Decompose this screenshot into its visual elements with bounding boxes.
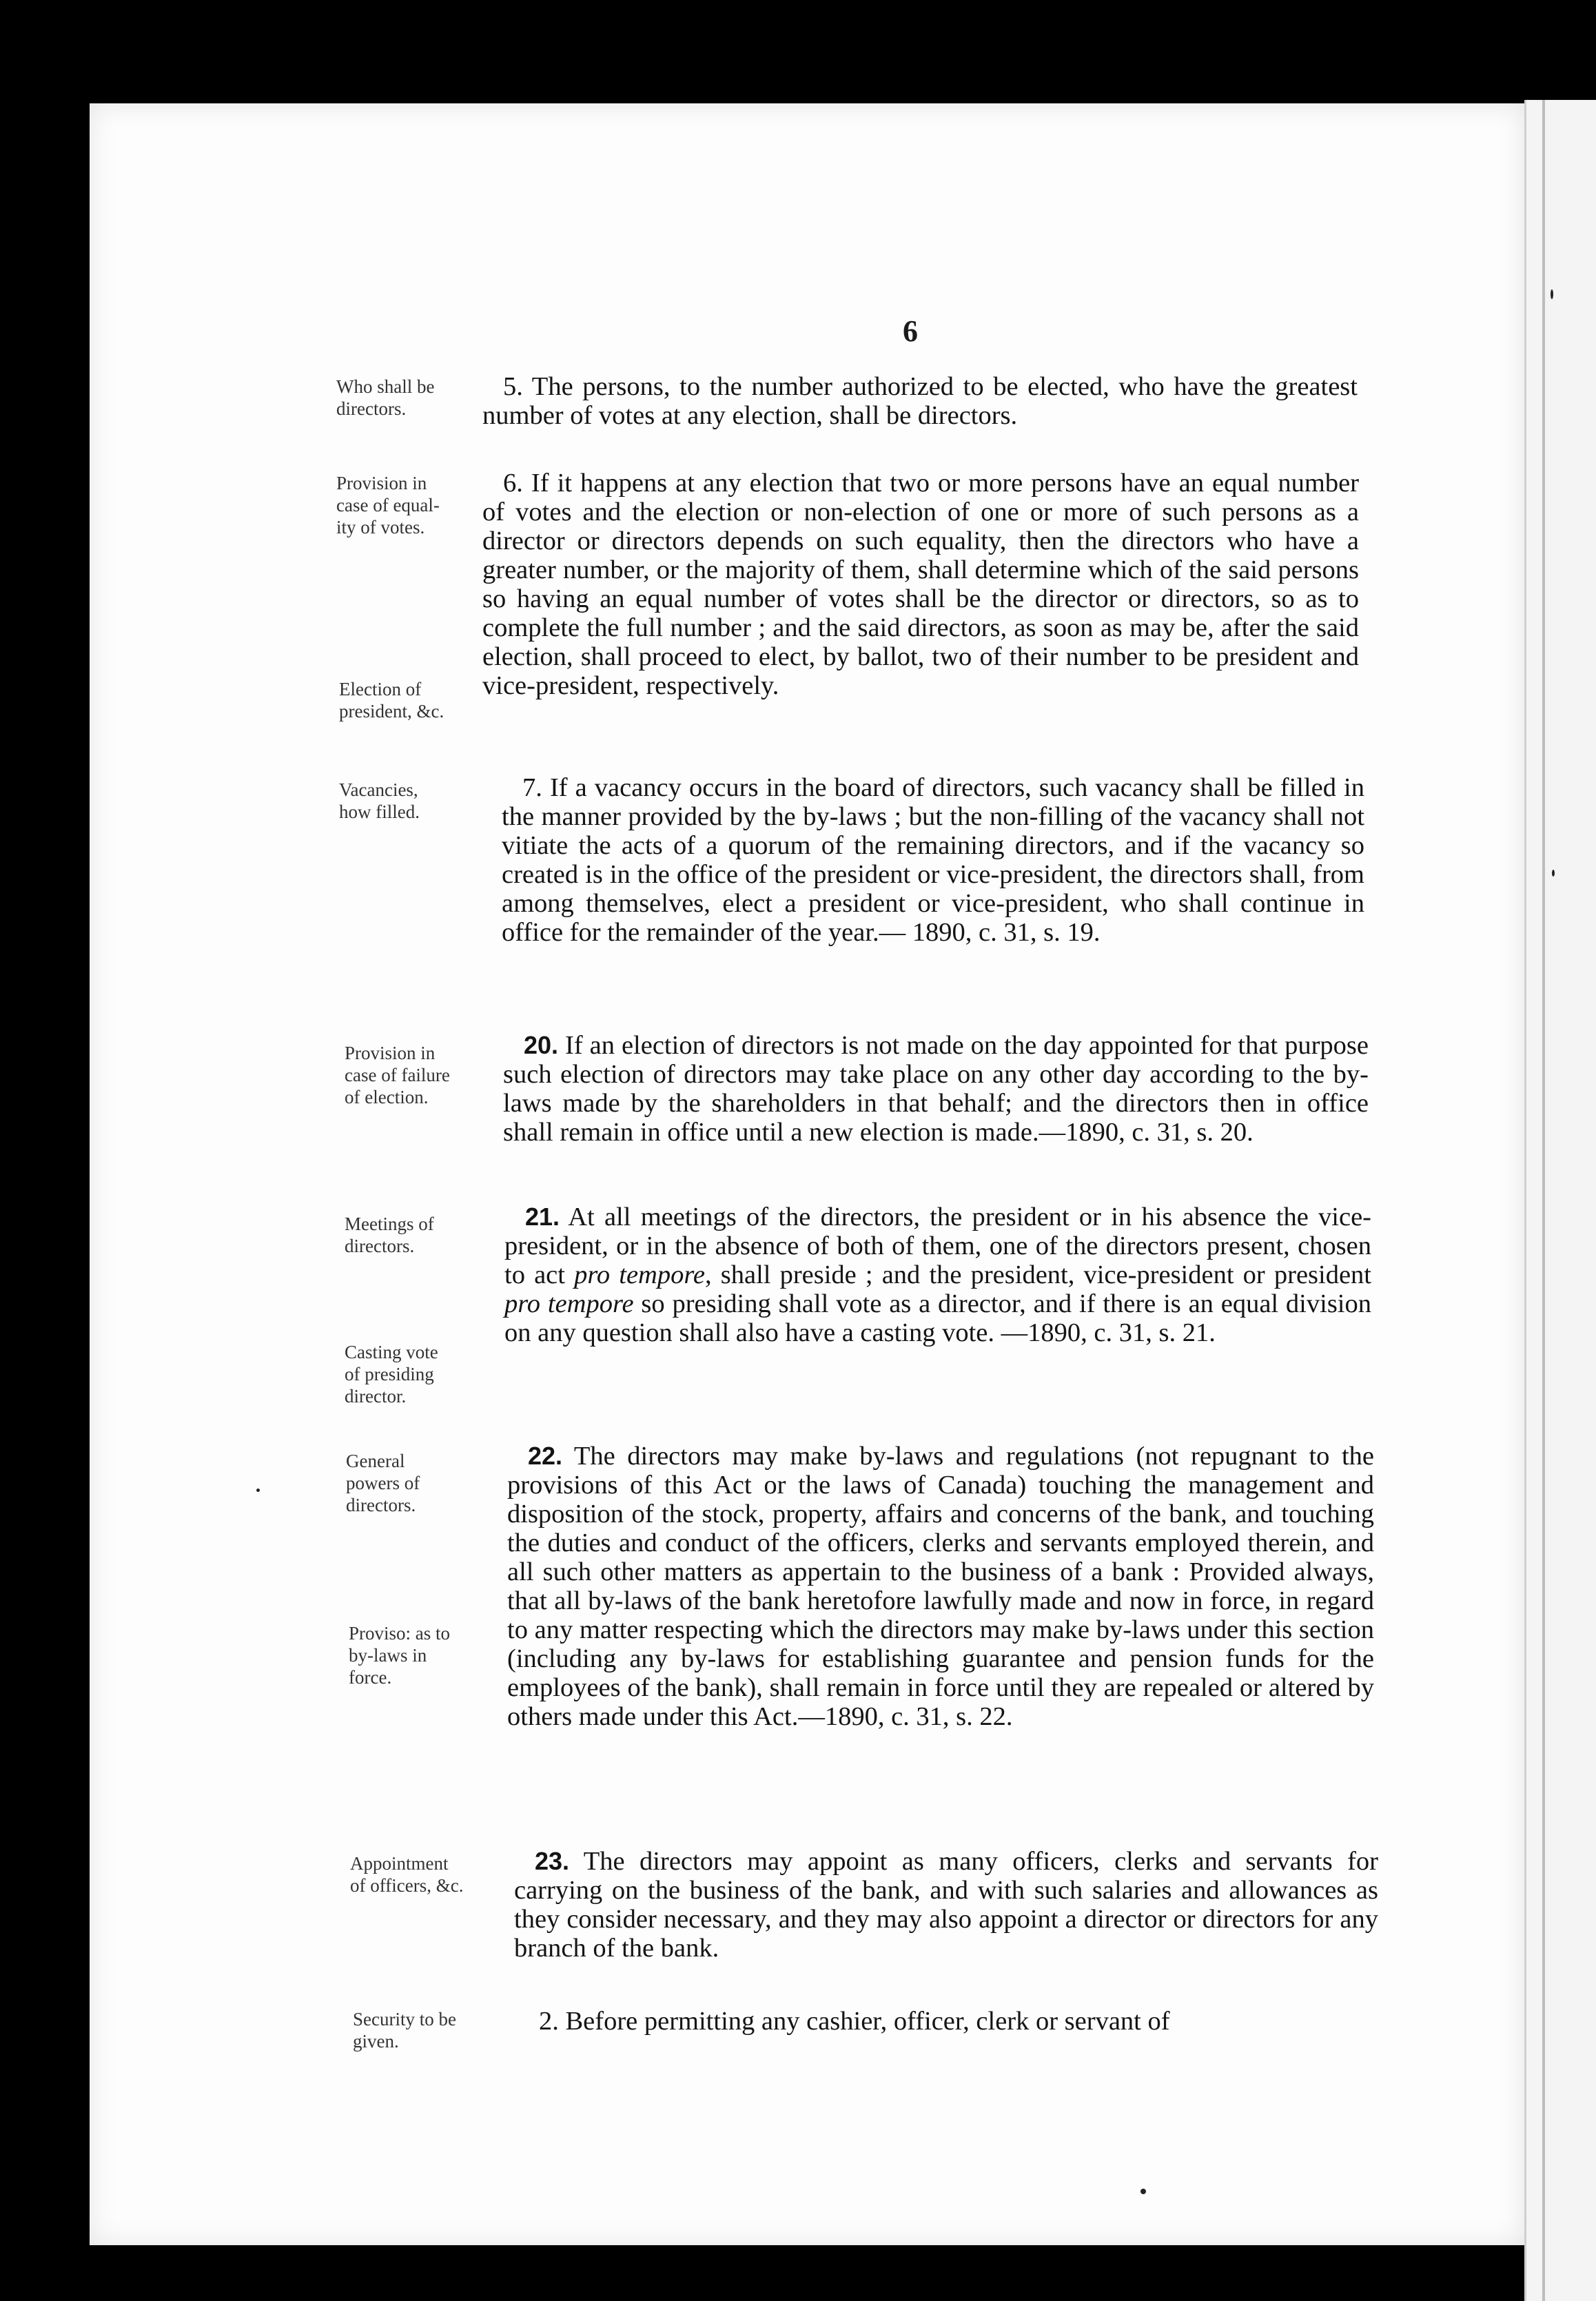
margin-note-security-to-be-given: Security to be given. <box>353 2009 456 2052</box>
paragraph-text: If an election of directors is not made on the day appointed for that purpose such election of directors may take place on any other day according to the by-laws made by the shareholders in that behalf; and the directors then in office shall remain in office until a new election is made.—1890, c. 31, s. 20. <box>503 1031 1369 1147</box>
paragraph-text: , shall preside ; and the president, vice-president or president <box>705 1260 1371 1289</box>
paragraph-number: 7. <box>522 773 542 802</box>
section-22 <box>507 1442 1374 1731</box>
paragraph-6 <box>482 469 1359 700</box>
section-23 <box>514 1847 1378 1963</box>
scan-speck <box>1140 2189 1146 2194</box>
paragraph-text: Before permitting any cashier, officer, clerk or servant of <box>565 2007 1170 2036</box>
adjacent-page-edge <box>1524 100 1596 2301</box>
subsection-2 <box>518 2007 1380 2036</box>
section-21 <box>504 1203 1371 1347</box>
section-number: 20. <box>524 1031 559 1059</box>
section-number: 21. <box>525 1203 560 1231</box>
page-fold-line <box>1542 100 1545 2301</box>
italic-term: pro tempore <box>574 1260 705 1289</box>
margin-note-proviso-by-laws: Proviso: as to by-laws in force. <box>349 1623 451 1688</box>
italic-term: pro tempore <box>504 1289 634 1318</box>
section-20 <box>503 1031 1369 1147</box>
paragraph-text: The directors may make by-laws and regulations (not repugnant to the provisions of this Act or the laws of Canada) touching the management and disposition of the stock, property, affairs and concerns of the bank, and touching the duties and conduct of the officers, clerks and servants employed therein, and all such other matters as appertain to the business of a bank : Provided always, that all by-laws of the bank heretofore lawfully made and now in force, in regard to any matter respecting which the directors may make by-laws under this section (including any by-laws for establishing guarantee and pension funds for the employees of the bank), shall remain in force until they are repealed or altered by others made under this Act.—1890, c. 31, s. 22. <box>507 1442 1375 1731</box>
section-number: 23. <box>535 1847 570 1875</box>
scan-speck <box>1551 289 1553 299</box>
margin-note-casting-vote: Casting vote of presiding director. <box>345 1342 438 1407</box>
paragraph-number: 6. <box>503 469 523 498</box>
paragraph-5 <box>482 372 1358 430</box>
paragraph-text: At all meetings of the directors, the president or in his absence the vice-president, or in the absence of both of them, one of the directors present, chosen to act <box>504 1203 1371 1289</box>
margin-note-who-shall-be-directors: Who shall be directors. <box>336 376 435 419</box>
margin-note-election-of-president: Election of president, &c. <box>339 679 444 722</box>
margin-note-vacancies: Vacancies, how filled. <box>339 779 420 822</box>
margin-note-appointment-of-officers: Appointment of officers, &c. <box>350 1853 464 1896</box>
paragraph-text: The persons, to the number authorized to be elected, who have the greatest number of votes at any election, shall be directors. <box>482 372 1358 430</box>
scan-speck <box>1552 870 1555 877</box>
paragraph-7 <box>502 773 1364 947</box>
paragraph-number: 2. <box>539 2007 559 2036</box>
margin-note-general-powers: General powers of directors. <box>346 1451 420 1515</box>
section-number: 22. <box>528 1442 563 1470</box>
scan-speck <box>256 1489 260 1492</box>
paragraph-text: If it happens at any election that two or more persons have an equal number of votes and the election or non-election of one or more of such persons as a director or directors depends on such equality, then the directors who have a greater number, or the majority of them, shall determine which of the said persons so having an equal number of votes shall be the director or directors, so as to complete the full number ; and the said directors, as soon as may be, after the said election, shall proceed to elect, by ballot, two of their number to be president and vice-president, respectively. <box>482 469 1359 700</box>
paragraph-text: so presiding shall vote as a director, and if there is an equal division on any question shall also have a casting vote. —1890, c. 31, s. 21. <box>504 1289 1371 1347</box>
paragraph-text: If a vacancy occurs in the board of directors, such vacancy shall be filled in the manner provided by the by-laws ; but the non-filling of the vacancy shall not vitiate the acts of a quorum of the remaining directors, and if the vacancy so created is in the office of the president or vice-president, the directors shall, from among themselves, elect a president or vice-president, who shall continue in office for the remainder of the year.— 1890, c. 31, s. 19. <box>502 773 1365 947</box>
margin-note-failure-of-election: Provision in case of failure of election. <box>345 1043 450 1107</box>
margin-note-equality-of-votes: Provision in case of equal- ity of votes. <box>336 473 440 538</box>
margin-note-meetings-of-directors: Meetings of directors. <box>345 1214 434 1256</box>
paragraph-number: 5. <box>503 372 523 401</box>
page-number: 6 <box>903 314 918 348</box>
paragraph-text: The directors may appoint as many officers, clerks and servants for carrying on the business of the bank, and with such salaries and allowances as they consider necessary, and they may also appoint a director or directors for any branch of the bank. <box>514 1847 1378 1963</box>
